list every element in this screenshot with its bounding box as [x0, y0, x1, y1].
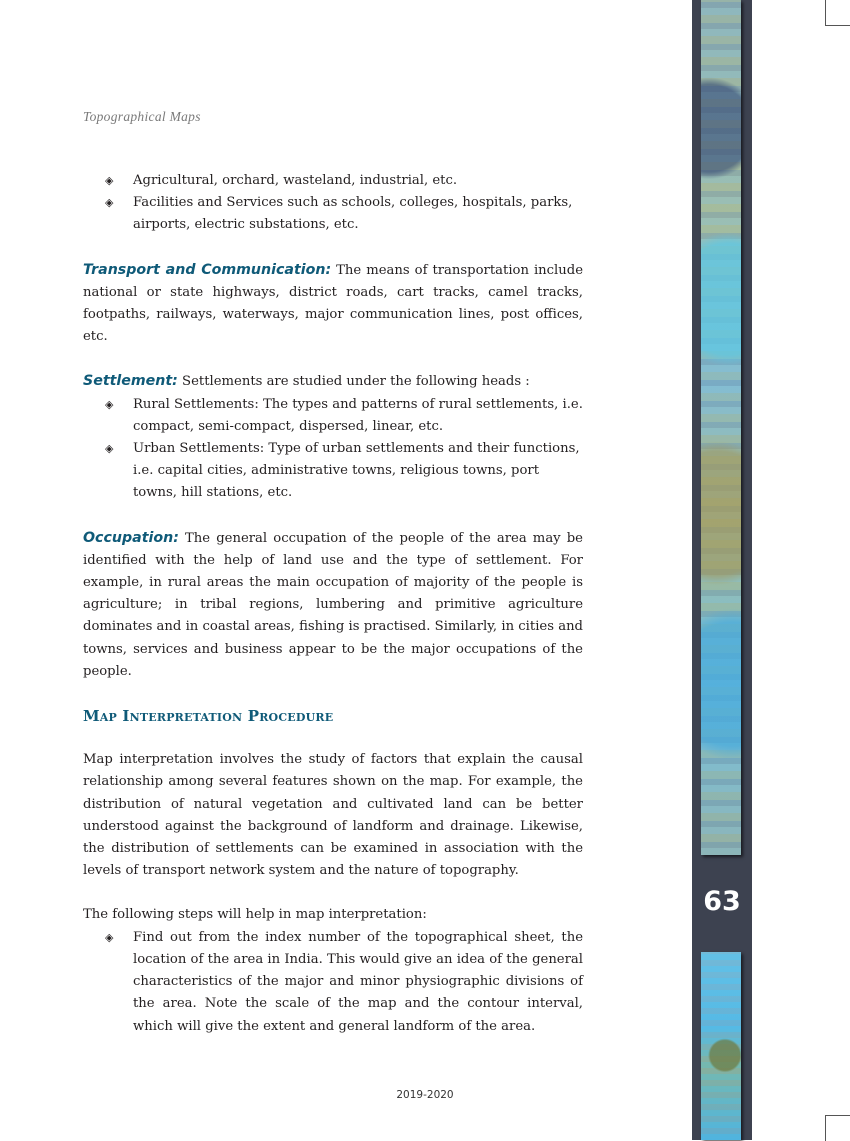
diamond-bullet-icon: ◈ — [105, 442, 114, 456]
running-head: Topographical Maps — [83, 109, 201, 124]
steps-intro: The following steps will help in map interpretation: — [83, 907, 427, 923]
diamond-bullet-icon: ◈ — [105, 930, 114, 944]
list-item-text: Rural Settlements: The types and patterns of rural settlements, i.e. compact, semi-compact, dispersed, linear, etc. — [133, 396, 583, 434]
land-use-list — [83, 170, 583, 237]
diamond-bullet-icon: ◈ — [105, 397, 114, 411]
transport-label: Transport and Communication: — [83, 261, 332, 278]
transport-text: The means of transportation include national or state highways, district roads, cart tracks, camel tracks, footpaths, railways, waterways, major communication lines, post offices, etc. — [83, 262, 584, 345]
section-heading: Map Interpretation Procedure — [83, 707, 334, 726]
footer-year: 2019-2020 — [396, 1089, 454, 1101]
satellite-image-strip — [701, 0, 741, 855]
side-band — [692, 0, 752, 1140]
transport-paragraph — [83, 259, 583, 349]
list-item — [83, 394, 583, 438]
settlement-list — [83, 394, 583, 505]
list-item — [83, 170, 583, 192]
list-item-text: Find out from the index number of the topographical sheet, the location of the area in India. This would give an idea of the general characteristics of the major and minor physiographic divisions of the area. Note the scale of the map and the contour interval, which will give the extent and general landform of the area. — [133, 929, 583, 1034]
occupation-paragraph — [83, 527, 583, 683]
settlement-paragraph — [83, 370, 583, 393]
diamond-bullet-icon: ◈ — [105, 196, 114, 210]
occupation-text: The general occupation of the people of the area may be identified with the help of land use and the type of settlement. For example, in rural areas the main occupation of majority of the people is agriculture; in tribal regions, lumbering and primitive agriculture dominates and in coastal areas, fishing is practised. Similarly, in cities and towns, services and business appear to be the major occupations of the people. — [83, 530, 583, 679]
list-item-text: Agricultural, orchard, wasteland, industrial, etc. — [133, 173, 458, 188]
crop-mark — [825, 0, 850, 26]
settlement-text: Settlements are studied under the following heads : — [177, 374, 530, 390]
steps-list — [83, 927, 583, 1038]
page-content — [83, 170, 583, 1038]
satellite-image-strip — [701, 952, 741, 1140]
list-item — [83, 927, 583, 1038]
crop-mark — [825, 1115, 850, 1141]
list-item-text: Urban Settlements: Type of urban settlements and their functions, i.e. capital cities, administrative towns, religious towns, port towns, hill stations, etc. — [133, 441, 580, 501]
diamond-bullet-icon: ◈ — [105, 174, 114, 187]
occupation-label: Occupation: — [83, 529, 179, 546]
section-intro: Map interpretation involves the study of factors that explain the causal relationship among several features shown on the map. For example, the distribution of natural vegetation and cultivated land can be better understood against the background of landform and drainage. Likewise, the distribution of settlements can be examined in association with the levels of transport network system and the nature of topography. — [83, 752, 583, 879]
list-item — [83, 192, 583, 236]
list-item-text: Facilities and Services such as schools, colleges, hospitals, parks, airports, electric substations, etc. — [133, 195, 573, 233]
list-item — [83, 438, 583, 505]
settlement-label: Settlement: — [83, 373, 178, 390]
page-number: 63 — [703, 886, 741, 917]
